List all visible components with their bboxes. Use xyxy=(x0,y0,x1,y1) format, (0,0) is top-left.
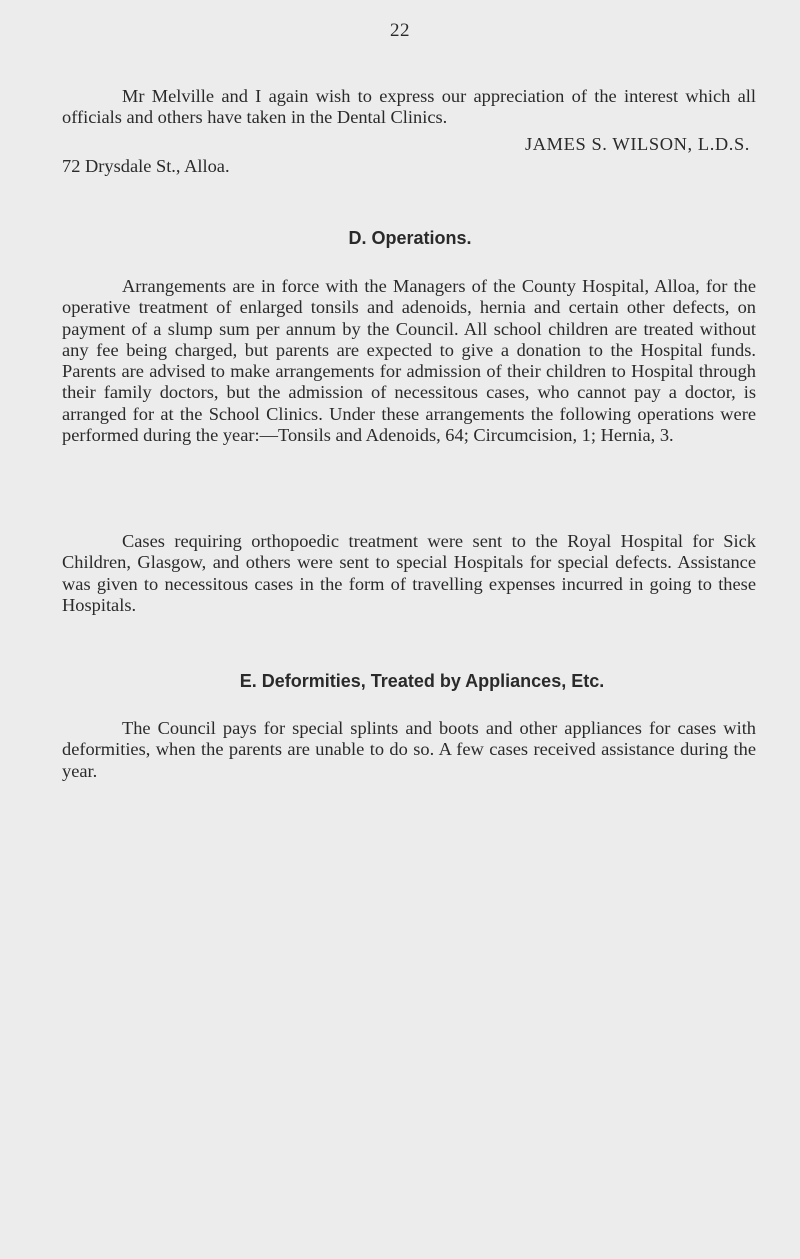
address: 72 Drysdale St., Alloa. xyxy=(62,156,230,176)
section-d-heading: D. Operations. xyxy=(348,228,472,248)
section-e-heading: E. Deformities, Treated by Appliances, Etc. xyxy=(239,671,605,691)
section-d-paragraph-2: Cases requiring orthopoedic treatment were sent to the Royal Hospital for Sick Children, Glasgow, and others were sent to special Hospitals for special defects. Assistance was given to necessitous cases in the form of travelling expenses incurred in going to these Hospitals. xyxy=(62,531,756,615)
intro-paragraph: Mr Melville and I again wish to express our appreciation of the interest which all officials and others have taken in the Dental Clinics. xyxy=(62,86,756,128)
section-d-paragraph-1: Arrangements are in force with the Managers of the County Hospital, Alloa, for the operative treatment of enlarged tonsils and adenoids, hernia and certain other defects, on payment of a slump sum per annum by the Council. All school children are treated without any fee being charged, but parents are expected to give a donation to the Hospital funds. Parents are advised to make arrangements for admission of their children to Hospital through their family doctors, but the admission of necessitous cases, who cannot pay a doctor, is arranged for at the School Clinics. Under these arrangements the following operations were performed during the year:—Tonsils and Adenoids, 64; Circumcision, 1; Hernia, 3. xyxy=(62,276,756,446)
section-e-paragraph-1: The Council pays for special splints and boots and other appliances for cases with deformities, when the parents are unable to do so. A few cases received assistance during the year. xyxy=(62,718,756,781)
page-number: 22 xyxy=(390,20,410,41)
signature: JAMES S. WILSON, L.D.S. xyxy=(525,134,750,154)
